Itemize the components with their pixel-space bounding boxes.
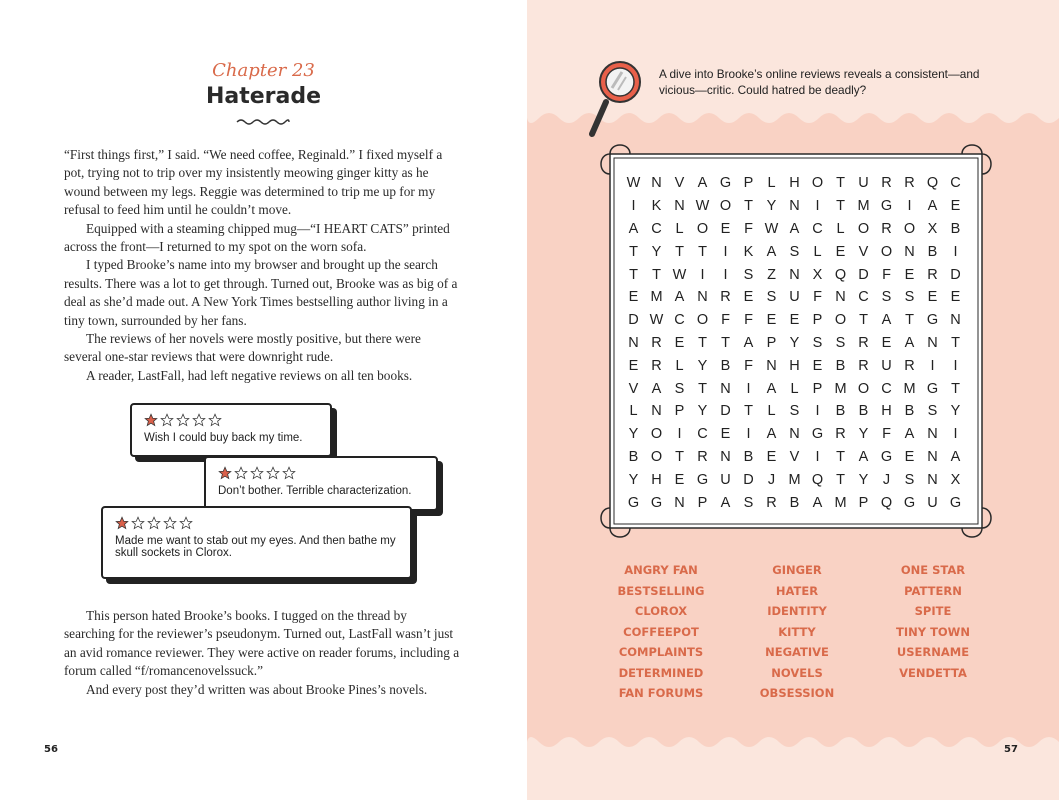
star-rating: [115, 516, 398, 530]
word-item: NEGATIVE: [765, 645, 829, 659]
grid-letter[interactable]: A: [697, 175, 708, 192]
grid-letter[interactable]: N: [835, 289, 846, 306]
grid-letter[interactable]: T: [721, 334, 730, 351]
grid-letter[interactable]: I: [700, 266, 705, 283]
grid-letter[interactable]: F: [813, 289, 822, 306]
star-icon: [179, 516, 193, 530]
grid-letter[interactable]: B: [628, 448, 639, 465]
star-rating: [218, 466, 424, 480]
left-page: [0, 0, 527, 800]
grid-letter[interactable]: O: [903, 220, 916, 237]
grid-letter[interactable]: Q: [811, 471, 824, 488]
grid-letter[interactable]: B: [743, 448, 754, 465]
grid-letter[interactable]: G: [811, 426, 824, 443]
grid-letter[interactable]: I: [631, 198, 636, 215]
grid-letter[interactable]: V: [674, 175, 685, 192]
grid-letter[interactable]: E: [743, 289, 754, 306]
grid-letter[interactable]: A: [651, 380, 662, 397]
grid-letter[interactable]: Y: [858, 426, 869, 443]
grid-letter[interactable]: S: [927, 403, 938, 420]
grid-letter[interactable]: N: [628, 334, 639, 351]
grid-letter[interactable]: F: [721, 312, 730, 329]
star-rating: [144, 413, 318, 427]
magnifying-glass-icon: [586, 58, 650, 140]
grid-letter[interactable]: K: [651, 198, 662, 215]
grid-letter[interactable]: U: [881, 357, 892, 374]
word-item: IDENTITY: [767, 604, 827, 618]
grid-letter[interactable]: A: [812, 494, 823, 511]
grid-letter[interactable]: T: [698, 243, 707, 260]
grid-letter[interactable]: M: [834, 494, 847, 511]
grid-letter[interactable]: G: [696, 471, 709, 488]
grid-letter[interactable]: I: [815, 403, 820, 420]
grid-letter[interactable]: D: [720, 403, 731, 420]
grid-letter[interactable]: P: [858, 494, 869, 511]
grid-letter[interactable]: S: [674, 380, 685, 397]
chapter-title: Haterade: [205, 84, 322, 109]
paragraph: This person hated Brooke’s books. I tugged on the thread by searching for the reviewer’s pseudonym. Turned out, LastFall wasn’t just an avid romance reviewer. They were active on reader forums, including a forum called “f/romancenovelssuck.”: [64, 608, 460, 679]
grid-letter[interactable]: O: [811, 175, 824, 192]
body-text-top: [64, 146, 460, 385]
grid-letter[interactable]: E: [881, 334, 892, 351]
grid-letter[interactable]: N: [950, 312, 961, 329]
grid-letter[interactable]: L: [675, 357, 684, 374]
star-icon: [282, 466, 296, 480]
grid-letter[interactable]: E: [812, 357, 823, 374]
review-card-2: [204, 456, 438, 511]
paragraph: The reviews of her novels were mostly positive, but there were several one-star reviews that were downright rude.: [64, 331, 421, 365]
paragraph: A reader, LastFall, had left negative reviews on all ten books.: [86, 367, 413, 383]
word-item: SPITE: [914, 604, 952, 618]
grid-letter[interactable]: Q: [926, 175, 939, 192]
grid-letter[interactable]: T: [652, 266, 661, 283]
star-icon: [163, 516, 177, 530]
grid-letter[interactable]: R: [720, 289, 731, 306]
grid-letter[interactable]: I: [746, 426, 751, 443]
grid-letter[interactable]: E: [674, 471, 685, 488]
grid-letter[interactable]: R: [927, 266, 938, 283]
grid-letter[interactable]: A: [743, 334, 754, 351]
grid-letter[interactable]: L: [790, 380, 799, 397]
grid-letter[interactable]: C: [881, 380, 892, 397]
grid-letter[interactable]: G: [719, 175, 732, 192]
grid-letter[interactable]: R: [904, 357, 915, 374]
grid-letter[interactable]: E: [766, 448, 777, 465]
grid-letter[interactable]: N: [720, 448, 731, 465]
review-text: Wish I could buy back my time.: [144, 432, 303, 444]
grid-letter[interactable]: X: [927, 220, 938, 237]
grid-letter[interactable]: B: [789, 494, 800, 511]
grid-letter[interactable]: E: [720, 220, 731, 237]
word-item: KITTY: [778, 624, 816, 639]
grid-letter[interactable]: F: [882, 266, 891, 283]
word-item: DETERMINED: [618, 665, 704, 680]
grid-letter[interactable]: E: [628, 289, 639, 306]
word-item: VENDETTA: [899, 665, 967, 680]
grid-letter[interactable]: H: [789, 175, 800, 192]
grid-letter[interactable]: T: [744, 198, 753, 215]
grid-letter[interactable]: R: [651, 334, 662, 351]
grid-letter[interactable]: P: [697, 494, 708, 511]
grid-letter[interactable]: C: [812, 220, 823, 237]
grid-letter[interactable]: X: [950, 471, 961, 488]
grid-letter[interactable]: O: [650, 426, 663, 443]
grid-letter[interactable]: V: [858, 243, 869, 260]
grid-letter[interactable]: T: [951, 334, 960, 351]
grid-letter[interactable]: P: [743, 175, 754, 192]
grid-letter[interactable]: O: [696, 220, 709, 237]
grid-letter[interactable]: C: [674, 312, 685, 329]
grid-letter[interactable]: L: [767, 175, 776, 192]
grid-letter[interactable]: N: [766, 357, 777, 374]
grid-letter[interactable]: N: [651, 403, 662, 420]
grid-letter[interactable]: R: [881, 220, 892, 237]
grid-letter[interactable]: T: [836, 175, 845, 192]
grid-letter[interactable]: H: [651, 471, 662, 488]
grid-letter[interactable]: N: [674, 198, 685, 215]
page-number: 57: [1004, 744, 1018, 755]
grid-letter[interactable]: S: [904, 289, 915, 306]
grid-letter[interactable]: F: [744, 220, 753, 237]
grid-letter[interactable]: C: [651, 220, 662, 237]
grid-letter[interactable]: H: [789, 357, 800, 374]
word-list-column-2: [742, 560, 852, 704]
grid-letter[interactable]: R: [858, 334, 869, 351]
grid-letter[interactable]: U: [927, 494, 938, 511]
star-icon: [266, 466, 280, 480]
grid-letter[interactable]: S: [812, 334, 823, 351]
grid-letter[interactable]: R: [858, 357, 869, 374]
grid-letter[interactable]: G: [926, 312, 939, 329]
paragraph: I typed Brooke’s name into my browser and brought up the search results. There was a lot to get through. Turned out, Brooke was as big of a deal as she’d made out. A New York Times bestselling author living in a tiny town, surrounded by her fans.: [64, 257, 458, 328]
review-text: Made me want to stab out my eyes. And then bathe my skull sockets in Clorox.: [115, 535, 396, 559]
grid-letter[interactable]: V: [789, 448, 800, 465]
review-text: Don’t bother. Terrible characterization.: [218, 485, 412, 497]
grid-letter[interactable]: I: [815, 198, 820, 215]
star-icon: [147, 516, 161, 530]
paragraph: And every post they’d written was about Brooke Pines’s novels.: [86, 681, 428, 697]
grid-letter[interactable]: T: [905, 312, 914, 329]
grid-letter[interactable]: W: [626, 175, 641, 192]
grid-letter[interactable]: G: [880, 448, 893, 465]
grid-letter[interactable]: B: [835, 403, 846, 420]
star-icon: [160, 413, 174, 427]
grid-letter[interactable]: I: [930, 357, 935, 374]
grid-letter[interactable]: D: [628, 312, 639, 329]
chapter-label: Chapter 23: [212, 60, 315, 81]
star-icon: [131, 516, 145, 530]
grid-letter[interactable]: O: [696, 312, 709, 329]
grid-letter[interactable]: J: [882, 471, 891, 488]
grid-letter[interactable]: W: [764, 220, 779, 237]
grid-letter[interactable]: M: [857, 198, 870, 215]
grid-letter[interactable]: O: [719, 198, 732, 215]
page-number: 56: [44, 744, 58, 755]
grid-letter[interactable]: E: [835, 243, 846, 260]
grid-letter[interactable]: R: [651, 357, 662, 374]
grid-letter[interactable]: O: [650, 448, 663, 465]
grid-letter[interactable]: T: [951, 380, 960, 397]
grid-letter[interactable]: E: [628, 357, 639, 374]
grid-letter[interactable]: T: [675, 448, 684, 465]
grid-letter[interactable]: A: [789, 220, 800, 237]
grid-letter[interactable]: B: [858, 403, 869, 420]
grid-letter[interactable]: R: [766, 494, 777, 511]
grid-letter[interactable]: B: [835, 357, 846, 374]
paragraph: Equipped with a steaming chipped mug—“I HEART CATS” printed across the front—I returned to my spot on the worn sofa.: [64, 220, 450, 255]
star-icon: [192, 413, 206, 427]
grid-letter[interactable]: M: [903, 380, 916, 397]
grid-letter[interactable]: L: [675, 220, 684, 237]
grid-letter[interactable]: G: [903, 494, 916, 511]
grid-letter[interactable]: R: [881, 175, 892, 192]
grid-letter[interactable]: M: [650, 289, 663, 306]
grid-letter[interactable]: K: [743, 243, 754, 260]
grid-letter[interactable]: C: [950, 175, 961, 192]
grid-letter[interactable]: W: [695, 198, 710, 215]
word-item: BESTSELLING: [617, 583, 705, 598]
grid-letter[interactable]: I: [953, 426, 958, 443]
grid-letter[interactable]: Y: [651, 243, 662, 260]
word-item: USERNAME: [896, 645, 970, 659]
grid-letter[interactable]: B: [927, 243, 938, 260]
grid-letter[interactable]: Y: [697, 403, 708, 420]
word-item: COFFEEPOT: [623, 624, 699, 639]
star-icon: [144, 413, 158, 427]
star-icon: [115, 516, 129, 530]
grid-letter[interactable]: T: [675, 243, 684, 260]
grid-letter[interactable]: A: [950, 448, 961, 465]
word-item: GINGER: [772, 563, 822, 577]
grid-letter[interactable]: I: [677, 426, 682, 443]
grid-letter[interactable]: Q: [880, 494, 893, 511]
letter-grid[interactable]: [622, 172, 967, 514]
squiggle-divider-icon: [236, 118, 290, 126]
grid-letter[interactable]: G: [926, 380, 939, 397]
grid-letter[interactable]: T: [629, 266, 638, 283]
grid-letter[interactable]: G: [650, 494, 663, 511]
grid-letter[interactable]: Y: [697, 357, 708, 374]
grid-letter[interactable]: D: [950, 266, 961, 283]
grid-letter[interactable]: Y: [766, 198, 777, 215]
grid-letter[interactable]: S: [743, 494, 754, 511]
grid-letter[interactable]: L: [629, 403, 638, 420]
grid-letter[interactable]: N: [674, 494, 685, 511]
grid-letter[interactable]: L: [767, 403, 776, 420]
grid-letter[interactable]: A: [766, 380, 777, 397]
grid-letter[interactable]: X: [812, 266, 823, 283]
grid-letter[interactable]: E: [950, 289, 961, 306]
grid-letter[interactable]: T: [698, 380, 707, 397]
grid-letter[interactable]: A: [766, 426, 777, 443]
grid-letter[interactable]: P: [812, 312, 823, 329]
grid-letter[interactable]: S: [766, 289, 777, 306]
grid-letter[interactable]: A: [858, 448, 869, 465]
grid-letter[interactable]: M: [834, 380, 847, 397]
grid-letter[interactable]: P: [812, 380, 823, 397]
word-item: PATTERN: [904, 583, 962, 598]
grid-letter[interactable]: E: [904, 448, 915, 465]
grid-letter[interactable]: S: [904, 471, 915, 488]
grid-letter[interactable]: N: [927, 471, 938, 488]
grid-letter[interactable]: U: [789, 289, 800, 306]
grid-letter[interactable]: F: [882, 426, 891, 443]
grid-letter[interactable]: S: [789, 243, 800, 260]
grid-letter[interactable]: G: [880, 198, 893, 215]
grid-letter[interactable]: D: [743, 471, 754, 488]
word-item: HATER: [775, 583, 819, 598]
star-icon: [176, 413, 190, 427]
grid-letter[interactable]: O: [857, 220, 870, 237]
grid-letter[interactable]: A: [881, 312, 892, 329]
star-icon: [250, 466, 264, 480]
star-icon: [234, 466, 248, 480]
grid-letter[interactable]: G: [949, 494, 962, 511]
grid-letter[interactable]: E: [904, 266, 915, 283]
word-item: OBSESSION: [759, 686, 835, 700]
grid-letter[interactable]: L: [836, 220, 845, 237]
grid-letter[interactable]: Y: [628, 426, 639, 443]
body-text-bottom: [64, 607, 460, 699]
grid-letter[interactable]: Y: [789, 334, 800, 351]
grid-letter[interactable]: N: [789, 198, 800, 215]
grid-letter[interactable]: S: [881, 289, 892, 306]
grid-letter[interactable]: N: [720, 380, 731, 397]
grid-letter[interactable]: H: [881, 403, 892, 420]
grid-letter[interactable]: E: [766, 312, 777, 329]
grid-letter[interactable]: E: [720, 426, 731, 443]
grid-letter[interactable]: Y: [628, 471, 639, 488]
grid-letter[interactable]: Y: [858, 471, 869, 488]
word-item: ONE STAR: [900, 563, 966, 577]
paragraph: “First things first,” I said. “We need coffee, Reginald.” I fixed myself a pot, trying not to trip over my insistently meowing ginger kitty as he wound between my legs. Reggie was determined to trip me up for my refusal to feed him until he couldn’t move.: [64, 147, 443, 218]
grid-letter[interactable]: P: [674, 403, 685, 420]
star-icon: [218, 466, 232, 480]
grid-letter[interactable]: A: [720, 494, 731, 511]
grid-letter[interactable]: T: [744, 403, 753, 420]
grid-letter[interactable]: C: [697, 426, 708, 443]
grid-letter[interactable]: D: [858, 266, 869, 283]
grid-letter[interactable]: F: [744, 357, 753, 374]
grid-letter[interactable]: N: [789, 426, 800, 443]
grid-letter[interactable]: I: [907, 198, 912, 215]
grid-letter[interactable]: T: [859, 312, 868, 329]
grid-letter[interactable]: T: [836, 198, 845, 215]
grid-letter[interactable]: O: [880, 243, 893, 260]
review-card-1: [130, 403, 332, 457]
grid-letter[interactable]: I: [723, 243, 728, 260]
grid-letter[interactable]: O: [857, 380, 870, 397]
grid-letter[interactable]: M: [788, 471, 801, 488]
grid-letter[interactable]: L: [813, 243, 822, 260]
grid-letter[interactable]: S: [743, 266, 754, 283]
word-item: ANGRY FAN: [624, 563, 698, 577]
word-item: NOVELS: [771, 665, 823, 680]
grid-letter[interactable]: B: [904, 403, 915, 420]
grid-letter[interactable]: I: [746, 380, 751, 397]
grid-letter[interactable]: N: [651, 175, 662, 192]
grid-letter[interactable]: N: [697, 289, 708, 306]
grid-letter[interactable]: U: [858, 175, 869, 192]
grid-letter[interactable]: A: [674, 289, 685, 306]
grid-letter[interactable]: B: [950, 220, 961, 237]
grid-letter[interactable]: V: [628, 380, 639, 397]
word-list-column-1: [606, 560, 716, 704]
grid-letter[interactable]: N: [927, 334, 938, 351]
grid-letter[interactable]: E: [950, 198, 961, 215]
grid-letter[interactable]: N: [904, 243, 915, 260]
word-item: FAN FORUMS: [618, 686, 704, 700]
grid-letter[interactable]: E: [674, 334, 685, 351]
grid-letter[interactable]: I: [953, 243, 958, 260]
grid-letter[interactable]: S: [789, 403, 800, 420]
grid-letter[interactable]: W: [672, 266, 687, 283]
grid-letter[interactable]: S: [835, 334, 846, 351]
grid-letter[interactable]: U: [720, 471, 731, 488]
grid-letter[interactable]: A: [904, 426, 915, 443]
word-item: TINY TOWN: [895, 624, 970, 639]
grid-letter[interactable]: I: [815, 448, 820, 465]
grid-letter[interactable]: C: [858, 289, 869, 306]
review-card-3: [101, 506, 412, 579]
grid-letter[interactable]: E: [927, 289, 938, 306]
grid-letter[interactable]: R: [697, 448, 708, 465]
grid-letter[interactable]: T: [836, 448, 845, 465]
grid-letter[interactable]: B: [720, 357, 731, 374]
grid-letter[interactable]: Z: [767, 266, 776, 283]
puzzle-intro: A dive into Brooke’s online reviews reveals a consistent—and vicious—critic. Could hatred be deadly?: [659, 67, 980, 97]
star-icon: [208, 413, 222, 427]
grid-letter[interactable]: Y: [950, 403, 961, 420]
word-item: CLOROX: [634, 604, 688, 618]
grid-letter[interactable]: A: [927, 198, 938, 215]
word-item: COMPLAINTS: [618, 645, 704, 659]
word-list-column-3: [878, 560, 988, 683]
grid-letter[interactable]: E: [789, 312, 800, 329]
grid-letter[interactable]: J: [767, 471, 776, 488]
grid-letter[interactable]: T: [629, 243, 638, 260]
grid-letter[interactable]: N: [789, 266, 800, 283]
grid-letter[interactable]: I: [953, 357, 958, 374]
grid-letter[interactable]: Q: [834, 266, 847, 283]
grid-letter[interactable]: N: [927, 448, 938, 465]
grid-letter[interactable]: R: [835, 426, 846, 443]
grid-letter[interactable]: W: [649, 312, 664, 329]
grid-letter[interactable]: I: [723, 266, 728, 283]
grid-letter[interactable]: O: [834, 312, 847, 329]
grid-letter[interactable]: F: [744, 312, 753, 329]
grid-letter[interactable]: A: [628, 220, 639, 237]
grid-letter[interactable]: R: [904, 175, 915, 192]
grid-letter[interactable]: G: [627, 494, 640, 511]
grid-letter[interactable]: A: [904, 334, 915, 351]
grid-letter[interactable]: T: [836, 471, 845, 488]
grid-letter[interactable]: P: [766, 334, 777, 351]
grid-letter[interactable]: T: [698, 334, 707, 351]
grid-letter[interactable]: A: [766, 243, 777, 260]
grid-letter[interactable]: N: [927, 426, 938, 443]
